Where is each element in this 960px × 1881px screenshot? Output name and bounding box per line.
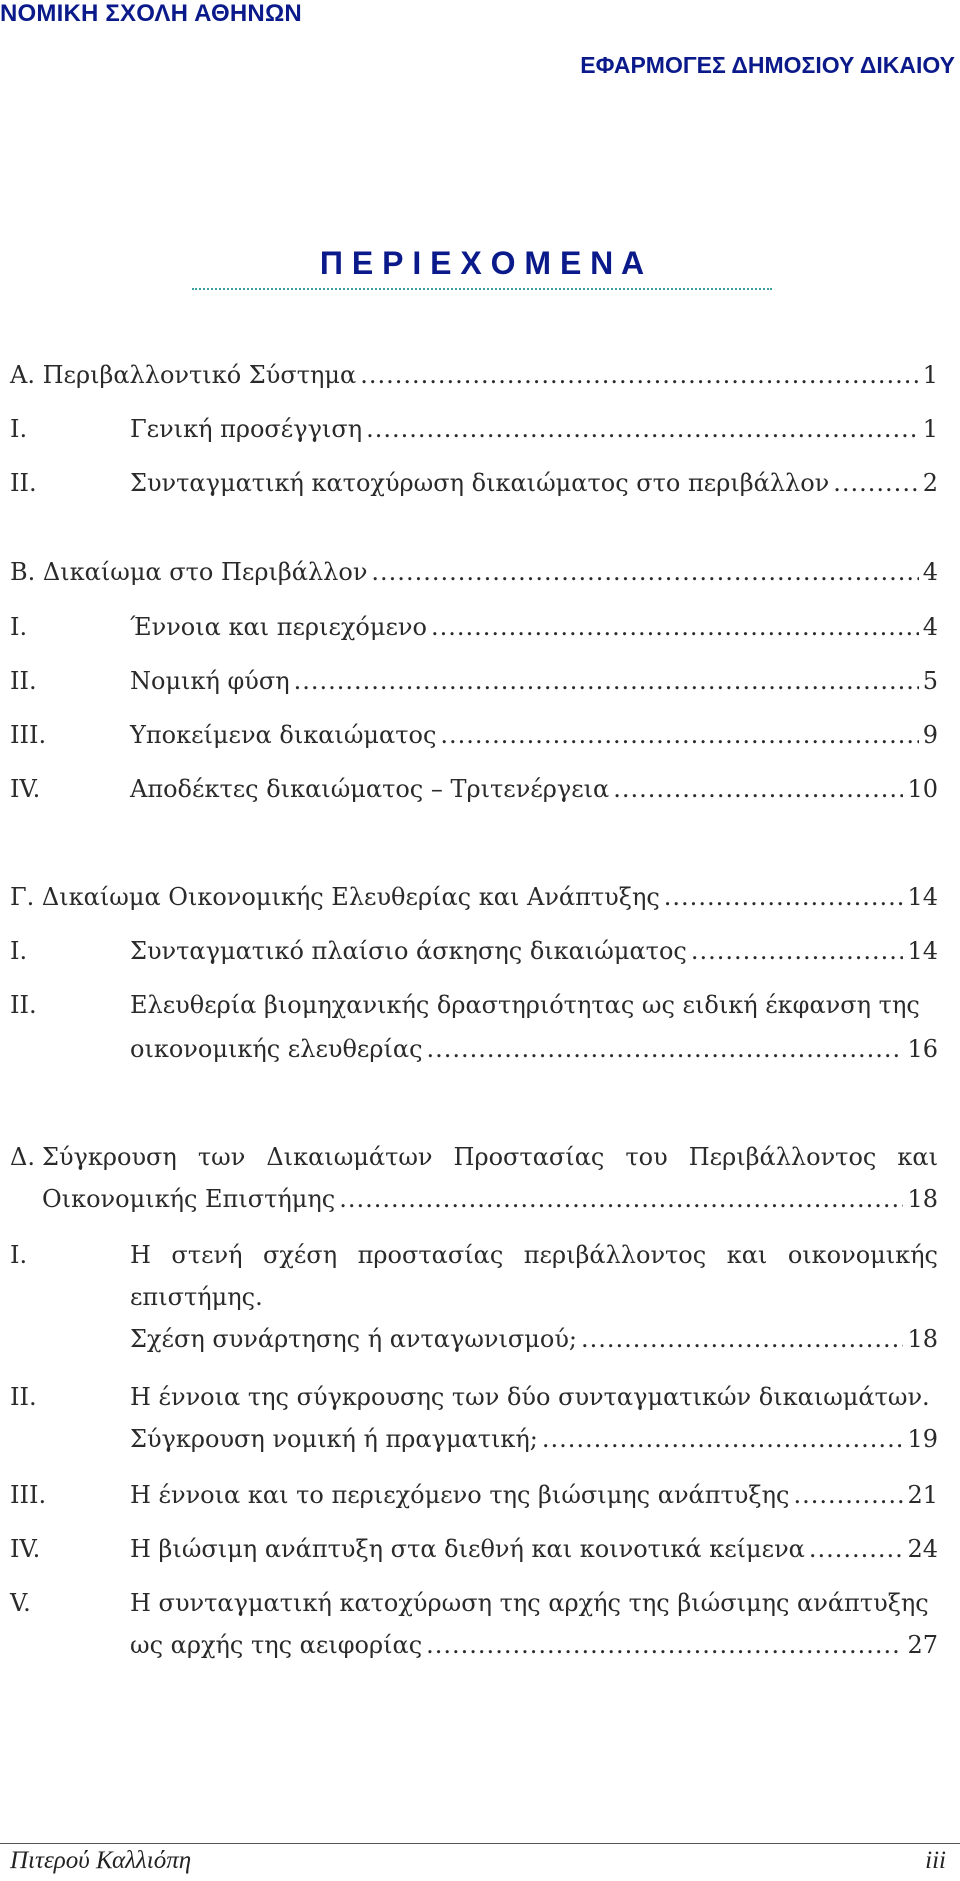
entry-number: IV. (10, 1535, 41, 1563)
leader-dots (431, 610, 919, 644)
toc-entry-c1[interactable] (0, 934, 938, 968)
entry-label: Β. Δικαίωμα στο Περιβάλλον (10, 558, 368, 586)
leader-dots (833, 466, 918, 500)
entry-number: I. (10, 415, 28, 443)
entry-page: 2 (922, 469, 938, 497)
entry-page: 16 (907, 1035, 938, 1063)
toc-entry-d2[interactable] (0, 1380, 938, 1456)
leader-dots (371, 555, 918, 589)
entry-page: 5 (922, 667, 938, 695)
toc-entry-d1[interactable] (0, 1238, 938, 1356)
toc-entry-d[interactable] (0, 1140, 938, 1216)
footer-divider (0, 1843, 960, 1844)
leader-dots (581, 1322, 903, 1356)
entry-page: 14 (907, 883, 938, 911)
entry-number: I. (10, 1241, 28, 1269)
entry-label: Νομική φύση (130, 667, 290, 695)
leader-dots (542, 1422, 904, 1456)
section-letter: Δ. (10, 1143, 35, 1171)
leader-dots (339, 1182, 903, 1216)
entry-number: II. (10, 991, 37, 1019)
entry-page: 1 (922, 415, 938, 443)
entry-label: οικονομικής ελευθερίας (130, 1035, 423, 1063)
entry-label: Γ. Δικαίωμα Οικονομικής Ελευθερίας και Ανάπτυξης (10, 883, 660, 911)
leader-dots (664, 880, 904, 914)
toc-entry-a[interactable] (0, 358, 938, 392)
entry-page: 19 (907, 1425, 938, 1453)
toc-entry-b2[interactable] (0, 664, 938, 698)
toc-entry-d5[interactable] (0, 1586, 938, 1662)
entry-label: Σχέση συνάρτησης ή ανταγωνισμού; (130, 1325, 578, 1353)
entry-label-line: Η συνταγματική κατοχύρωση της αρχής της βιώσιμης ανάπτυξης (130, 1589, 929, 1617)
leader-dots (440, 718, 918, 752)
toc-entry-b1[interactable] (0, 610, 938, 644)
entry-page: 9 (922, 721, 938, 749)
entry-number: II. (10, 667, 37, 695)
toc-entry-b3[interactable] (0, 718, 938, 752)
entry-label-line: Σύγκρουση των Δικαιωμάτων Προστασίας του Περιβάλλοντος και (42, 1143, 938, 1171)
entry-number: II. (10, 1383, 37, 1411)
entry-number: IV. (10, 775, 41, 803)
leader-dots (691, 934, 904, 968)
entry-label: Οικονομικής Επιστήμης (42, 1185, 336, 1213)
entry-page: 27 (907, 1631, 938, 1659)
entry-number: I. (10, 613, 28, 641)
entry-label: Υποκείμενα δικαιώματος (130, 721, 437, 749)
leader-dots (613, 772, 903, 806)
entry-label-line: Η έννοια της σύγκρουσης των δύο συνταγματικών δικαιωμάτων. (130, 1383, 930, 1411)
entry-page: 1 (922, 361, 938, 389)
toc-entry-b[interactable] (0, 555, 938, 589)
entry-number: II. (10, 469, 37, 497)
toc-entry-d4[interactable] (0, 1532, 938, 1566)
entry-label-line: επιστήμης. (130, 1283, 263, 1311)
toc-entry-d3[interactable] (0, 1478, 938, 1512)
entry-label: Γενική προσέγγιση (130, 415, 363, 443)
leader-dots (793, 1478, 903, 1512)
toc-entry-a1[interactable] (0, 412, 938, 446)
entry-page: 4 (922, 613, 938, 641)
toc-entry-c2[interactable] (0, 988, 938, 1066)
leader-dots (294, 664, 919, 698)
entry-label: Συνταγματική κατοχύρωση δικαιώματος στο περιβάλλον (130, 469, 830, 497)
entry-label: ως αρχής της αειφορίας (130, 1631, 423, 1659)
leader-dots (360, 358, 919, 392)
entry-page: 24 (907, 1535, 938, 1563)
entry-label: Αποδέκτες δικαιώματος – Τριτενέργεια (130, 775, 610, 803)
entry-label: Η έννοια και το περιεχόμενο της βιώσιμης ανάπτυξης (130, 1481, 790, 1509)
entry-label: Η βιώσιμη ανάπτυξη στα διεθνή και κοινοτικά κείμενα (130, 1535, 805, 1563)
course-header: ΕΦΑΡΜΟΓΕΣ ΔΗΜΟΣΙΟΥ ΔΙΚΑΙΟΥ (580, 52, 955, 78)
toc-entry-b4[interactable] (0, 772, 938, 806)
entry-number: V. (10, 1589, 31, 1617)
entry-label-line: Ελευθερία βιομηχανικής δραστηριότητας ως ειδική έκφανση της (130, 991, 920, 1019)
footer-page-number: iii (925, 1847, 946, 1874)
entry-number: I. (10, 937, 28, 965)
entry-page: 18 (907, 1185, 938, 1213)
entry-page: 21 (907, 1481, 938, 1509)
entry-page: 18 (907, 1325, 938, 1353)
entry-number: III. (10, 1481, 47, 1509)
toc-title: Π Ε Ρ Ι Ε Χ Ο Μ Ε Ν Α (192, 245, 772, 290)
entry-label-line: Η στενή σχέση προστασίας περιβάλλοντος και οικονομικής (130, 1241, 938, 1269)
entry-label: Α. Περιβαλλοντικό Σύστημα (10, 361, 357, 389)
toc-entry-a2[interactable] (0, 466, 938, 500)
leader-dots (366, 412, 919, 446)
leader-dots (809, 1532, 904, 1566)
entry-page: 4 (922, 558, 938, 586)
school-header: ΝΟΜΙΚΗ ΣΧΟΛΗ ΑΘΗΝΩΝ (0, 0, 302, 27)
footer-author: Πιτερού Καλλιόπη (10, 1847, 192, 1874)
entry-label: Σύγκρουση νομική ή πραγματική; (130, 1425, 538, 1453)
leader-dots (426, 1628, 903, 1662)
leader-dots (427, 1032, 904, 1066)
entry-label: Συνταγματικό πλαίσιο άσκησης δικαιώματος (130, 937, 687, 965)
toc-entry-c[interactable] (0, 880, 938, 914)
entry-number: III. (10, 721, 47, 749)
entry-page: 14 (907, 937, 938, 965)
entry-page: 10 (907, 775, 938, 803)
entry-label: Έννοια και περιεχόμενο (130, 613, 427, 641)
